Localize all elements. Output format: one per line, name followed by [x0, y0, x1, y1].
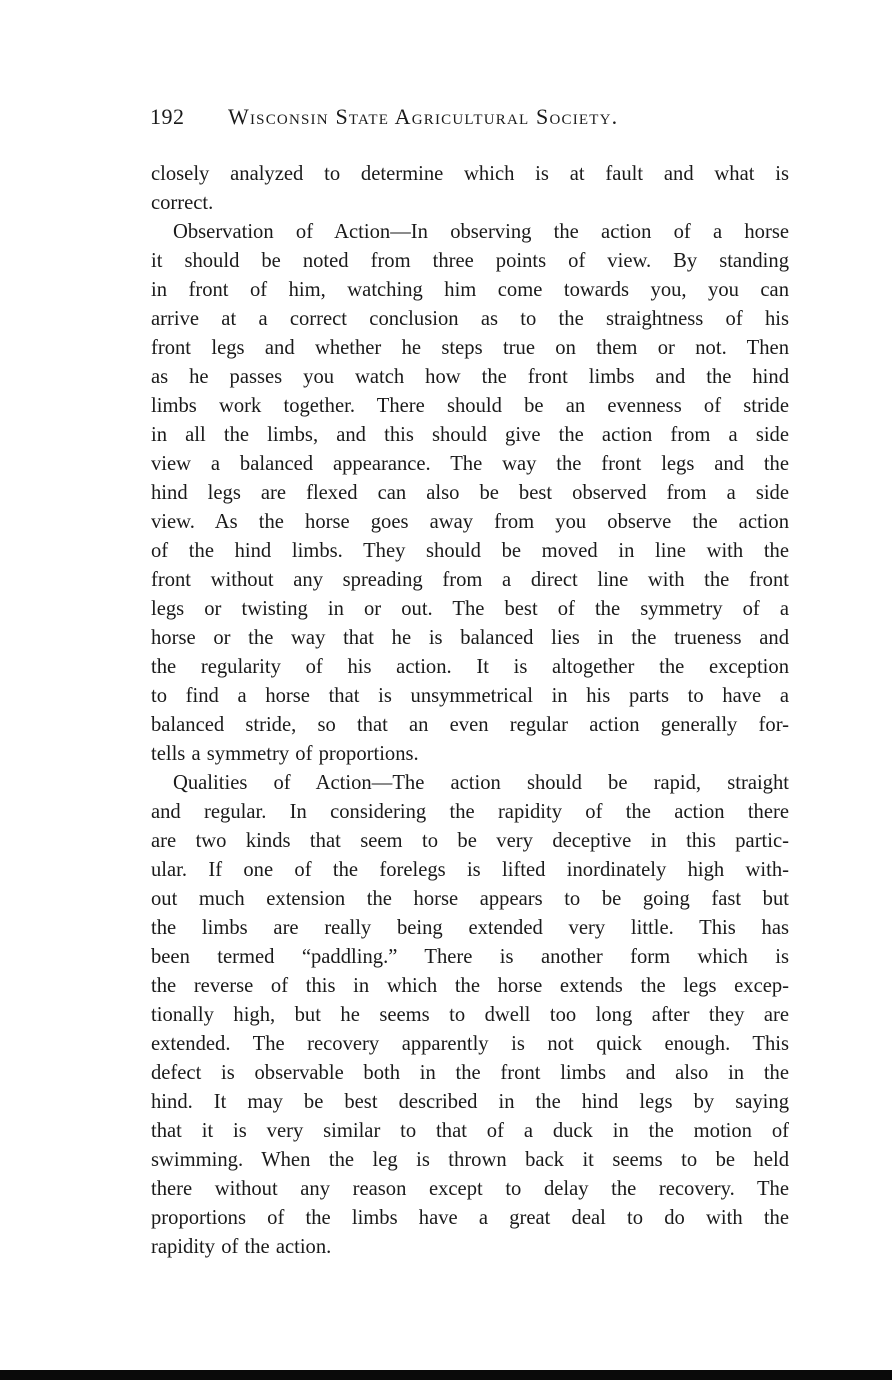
text-line: view. As the horse goes away from you observe the action — [151, 511, 789, 533]
text-line: of the hind limbs. They should be moved in line with the — [151, 540, 789, 562]
text-line: hind. It may be best described in the hind legs by saying — [151, 1091, 789, 1113]
text-line: ular. If one of the forelegs is lifted inordinately high with- — [151, 859, 789, 881]
running-head — [150, 104, 790, 138]
text-line: there without any reason except to delay the recovery. The — [151, 1178, 789, 1200]
text-line: defect is observable both in the front limbs and also in the — [151, 1062, 789, 1084]
text-line: been termed “paddling.” There is another form which is — [151, 946, 789, 968]
text-line: front legs and whether he steps true on them or not. Then — [151, 337, 789, 359]
paragraph-heading-line: Qualities of Action—The action should be rapid, straight — [173, 772, 789, 794]
text-line: correct. — [151, 192, 214, 214]
text-line: swimming. When the leg is thrown back it seems to be held — [151, 1149, 789, 1171]
text-line: and regular. In considering the rapidity of the action there — [151, 801, 789, 823]
text-line: rapidity of the action. — [151, 1236, 332, 1258]
text-line: balanced stride, so that an even regular action generally for- — [151, 714, 789, 736]
text-line: the limbs are really being extended very little. This has — [151, 917, 789, 939]
text-line: view a balanced appearance. The way the front legs and the — [151, 453, 789, 475]
text-line: limbs work together. There should be an evenness of stride — [151, 395, 789, 417]
paragraph-heading-line: Observation of Action—In observing the action of a horse — [173, 221, 789, 243]
running-title: Wisconsin State Agricultural Society. — [228, 104, 619, 129]
text-line: in front of him, watching him come towards you, you can — [151, 279, 789, 301]
text-line: out much extension the horse appears to be going fast but — [151, 888, 789, 910]
scan-bottom-border — [0, 1370, 892, 1380]
text-line: as he passes you watch how the front limbs and the hind — [151, 366, 789, 388]
text-line: the regularity of his action. It is altogether the exception — [151, 656, 789, 678]
text-line: legs or twisting in or out. The best of the symmetry of a — [151, 598, 789, 620]
text-line: front without any spreading from a direct line with the front — [151, 569, 789, 591]
text-line: proportions of the limbs have a great deal to do with the — [151, 1207, 789, 1229]
text-line: in all the limbs, and this should give the action from a side — [151, 424, 789, 446]
text-line: that it is very similar to that of a duck in the motion of — [151, 1120, 789, 1142]
text-line: the reverse of this in which the horse extends the legs excep- — [151, 975, 789, 997]
text-line: are two kinds that seem to be very deceptive in this partic- — [151, 830, 789, 852]
body-text — [151, 160, 789, 1262]
text-line: tionally high, but he seems to dwell too long after they are — [151, 1004, 789, 1026]
text-line: extended. The recovery apparently is not quick enough. This — [151, 1033, 789, 1055]
text-line: tells a symmetry of proportions. — [151, 743, 419, 765]
text-line: it should be noted from three points of view. By standing — [151, 250, 789, 272]
text-line: to find a horse that is unsymmetrical in his parts to have a — [151, 685, 789, 707]
page-number: 192 — [150, 104, 185, 129]
text-line: arrive at a correct conclusion as to the straightness of his — [151, 308, 789, 330]
text-line: hind legs are flexed can also be best observed from a side — [151, 482, 789, 504]
text-line: horse or the way that he is balanced lies in the trueness and — [151, 627, 789, 649]
text-line: closely analyzed to determine which is at fault and what is — [151, 163, 789, 185]
